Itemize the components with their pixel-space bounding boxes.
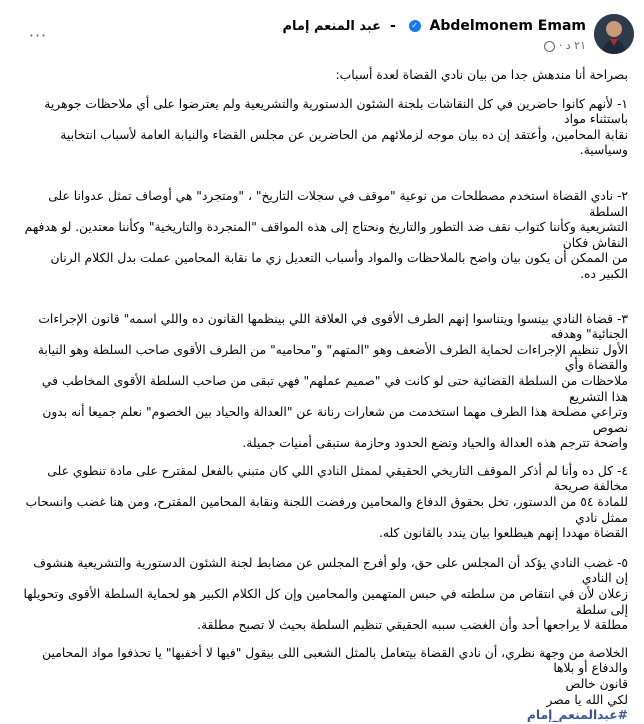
dot-separator: · xyxy=(555,39,563,52)
post-header xyxy=(0,14,644,58)
post-intro: بصراحة أنا مندهش جدا من بيان نادي القضاة لعدة أسباب: xyxy=(335,68,628,82)
post-line: القضاة مهددا إنهم هيطلعوا بيان يندد بالقانون كله. xyxy=(378,526,628,541)
avatar-image xyxy=(594,14,634,54)
verified-badge-icon: ✓ xyxy=(409,20,421,32)
post-line: للمادة ٥٤ من الدستور، تخل بحقوق الدفاع والمحامين ورفضت اللجنة ونقابة المحامين المقترح، ومن هنا غضب وانسحاب ممثل نادي xyxy=(25,495,628,525)
author-name-row xyxy=(283,18,587,36)
post-line: قانون خالص xyxy=(565,677,628,691)
post-line: ٥- غضب النادي يؤكد أن المجلس على حق، ولو أفرج المجلس عن مضابط لجنة الشئون الدستورية والتشريعية هنشوف إن النادي xyxy=(33,555,628,586)
post-line: ٣- قضاة النادي بينسوا ويتناسوا إنهم الطرف الأقوى في العلاقة اللي بينظمها القانون ده واللي اسمه" قانون الإجراءات الجنائية" وهدفه xyxy=(38,311,628,342)
name-separator: - xyxy=(389,18,396,34)
post-time[interactable]: ٢١ د xyxy=(565,39,586,52)
post-line: ٢- نادي القضاة استخدم مصطلحات من نوعية "موقف في سجلات التاريخ" ، "ومتجرد" هي أوصاف تمثل عدوانا على السلطة xyxy=(48,188,628,219)
post-line: لكي الله يا مصر xyxy=(546,692,628,707)
post-meta xyxy=(540,39,586,53)
post-line: واضحة تترجم هذه العدالة والحياد وتضع الحدود وحازمة ستبقى أمنيات جميلة. xyxy=(242,436,628,451)
post-body xyxy=(22,68,628,724)
post-line: نقابة المحامين، وأعتقد إن ده بيان موجه لزملائهم من الحاضرين عن مجلس القضاء والنيابة العامة لأسباب انتخابية وسياسية. xyxy=(60,127,628,158)
post-line: الخلاصة من وجهة نظري، أن نادي القضاة بيتعامل بالمثل الشعبى اللى بيقول "فيها لا أخفيها" يا تحذفوا مواد المحامين والدفاع أو بلاها xyxy=(42,645,628,676)
avatar[interactable] xyxy=(594,14,634,54)
post-line: ١- لأنهم كانوا حاضرين في كل النقاشات بلجنة الشئون الدستورية والتشريعية ولم يعترضوا على أي ملاحظات جوهرية باستثناء مواد xyxy=(44,96,628,127)
hashtag-link[interactable]: #عبدالمنعم_إمام xyxy=(526,708,628,723)
post-line: الأول تنظيم الإجراءات لحماية الطرف الأضعف وهو "المتهم" و"محاميه" من الطرف الأقوى صاحب السلطة وهو النيابة والقضاة وأي xyxy=(37,342,628,373)
post-line: وتراعي مصلحة هذا الطرف مهما استخدمت من شعارات رنانة عن "العدالة والحياد بين الخصوم" نعلم جميعا أنه بدون نصوص xyxy=(42,405,628,435)
more-options-button[interactable]: ··· xyxy=(28,26,48,45)
post-line: زعلان لأن في انتقاص من سلطته في حبس المتهمين والمحامين وإن كل الكلام الكبير هو لحماية السلطة الأقوى وتحويلها إلى سلطة xyxy=(23,587,628,617)
post-line: من الممكن أن يكون بيان واضح بالملاحظات والمواد وأسباب التعديل زي ما نقابة المحامين عملت بدل الكلام الرنان الكبير ده. xyxy=(50,251,628,281)
post-line: ملاحظات من السلطة القضائية حتى لو كانت في "صميم عملهم" فهي تبقى من صاحب السلطة الأقوى المخاطب في هذا التشريع xyxy=(41,373,628,404)
post-line: ٤- كل ده وأنا لم أذكر الموقف التاريخي الحقيقي لممثل النادي اللي كان متبني بالفعل لمقترح على مادة تنطوي على مخالفة صريحة xyxy=(47,463,628,494)
post-line: التشريعية وكأننا كتواب نقف ضد التطور والتاريخ ونحتاج إلى هذه المواقف "المتجردة والتاريخية" وكأننا معتدين. لو هدفهم النقاش فكان xyxy=(24,220,628,250)
globe-icon xyxy=(544,41,555,52)
post-line: مطلقة لا يراجعها أحد وأن الغضب سببه الحقيقي تنظيم السلطة بحيث لا تصبح مطلقة. xyxy=(197,618,628,633)
author-name-latin[interactable]: Abdelmonem Emam xyxy=(429,18,586,34)
author-name-arabic[interactable]: عبد المنعم إمام xyxy=(282,18,382,34)
